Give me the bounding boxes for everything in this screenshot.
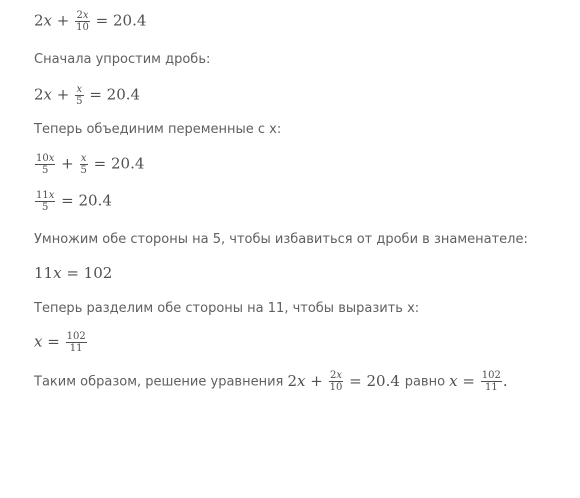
- eq3-frac1-var: x: [48, 153, 55, 164]
- step-text-1: Сначала упростим дробь:: [34, 52, 211, 67]
- eq1-frac-den: 10: [76, 22, 89, 33]
- equation-2: [34, 84, 140, 107]
- conclusion-fraction-2: [481, 370, 502, 393]
- conclusion-frac2-den: 11: [484, 382, 498, 393]
- conclusion-answer-equals: =: [462, 371, 475, 390]
- eq2-fraction: [75, 84, 83, 107]
- eq3-frac1-den: 5: [42, 165, 49, 176]
- eq1-frac-num: 2: [76, 10, 83, 21]
- conclusion-rhs: = 20.4: [349, 371, 400, 390]
- eq6-equals: =: [47, 332, 60, 351]
- eq4-fraction: [35, 190, 55, 213]
- conclusion-prefix: Таким образом, решение уравнения: [34, 374, 284, 390]
- conclusion-fraction-1: [329, 370, 344, 393]
- step-text-3: Умножим обе стороны на 5, чтобы избавиться от дроби в знаменателе:: [34, 232, 528, 247]
- eq5-rhs: = 102: [66, 264, 113, 282]
- eq5-coef: 11: [34, 264, 54, 282]
- conclusion-plus: +: [310, 371, 323, 390]
- eq1-coef: 2: [34, 11, 44, 30]
- eq2-coef: 2: [34, 85, 44, 104]
- eq4-frac-var: x: [48, 190, 55, 201]
- eq4-frac-den: 5: [42, 202, 49, 213]
- conclusion-equation: [287, 370, 404, 393]
- eq2-rhs: = 20.4: [89, 85, 141, 104]
- eq2-frac-num: x: [76, 84, 83, 95]
- conclusion-var: x: [297, 371, 306, 390]
- eq1-fraction: [75, 10, 90, 33]
- conclusion-answer-var: x: [449, 371, 458, 390]
- conclusion-period: .: [502, 371, 508, 390]
- equation-5: [34, 264, 112, 282]
- equation-6: [34, 331, 88, 354]
- conclusion-frac1-den: 10: [329, 382, 343, 393]
- eq1-frac-var: x: [82, 10, 89, 21]
- eq3-fraction-1: [35, 153, 55, 176]
- equation-1: [34, 10, 146, 33]
- eq6-frac-num: 102: [66, 331, 86, 342]
- eq6-frac-den: 11: [69, 343, 83, 354]
- conclusion: [34, 370, 508, 393]
- eq3-rhs: = 20.4: [93, 154, 145, 173]
- eq6-var: x: [34, 332, 43, 351]
- eq5-var: x: [53, 264, 62, 282]
- eq1-plus: +: [56, 11, 70, 30]
- conclusion-frac2-num: 102: [481, 370, 501, 381]
- eq3-frac2-den: 5: [80, 165, 87, 176]
- eq6-fraction: [66, 331, 87, 354]
- eq4-frac-num: 11: [36, 190, 49, 201]
- eq2-var: x: [43, 85, 53, 104]
- conclusion-frac1-num: 2: [330, 370, 337, 381]
- eq1-var: x: [43, 11, 53, 30]
- eq3-plus: +: [61, 154, 74, 173]
- equation-3: [34, 153, 144, 176]
- eq3-frac1-num: 10: [36, 153, 49, 164]
- eq3-frac2-num: x: [80, 153, 87, 164]
- conclusion-coef: 2: [287, 371, 298, 390]
- conclusion-answer: [449, 370, 508, 393]
- conclusion-frac1-var: x: [336, 370, 343, 381]
- eq4-rhs: = 20.4: [61, 191, 112, 210]
- step-text-2: Теперь объединим переменные с x:: [34, 122, 282, 137]
- eq3-fraction-2: [80, 153, 88, 176]
- conclusion-mid: равно: [404, 374, 446, 390]
- equation-4: [34, 190, 112, 213]
- eq2-frac-den: 5: [76, 96, 83, 107]
- eq2-plus: +: [56, 85, 70, 104]
- step-text-4: Теперь разделим обе стороны на 11, чтобы выразить x:: [34, 301, 420, 316]
- eq1-rhs: = 20.4: [95, 11, 147, 30]
